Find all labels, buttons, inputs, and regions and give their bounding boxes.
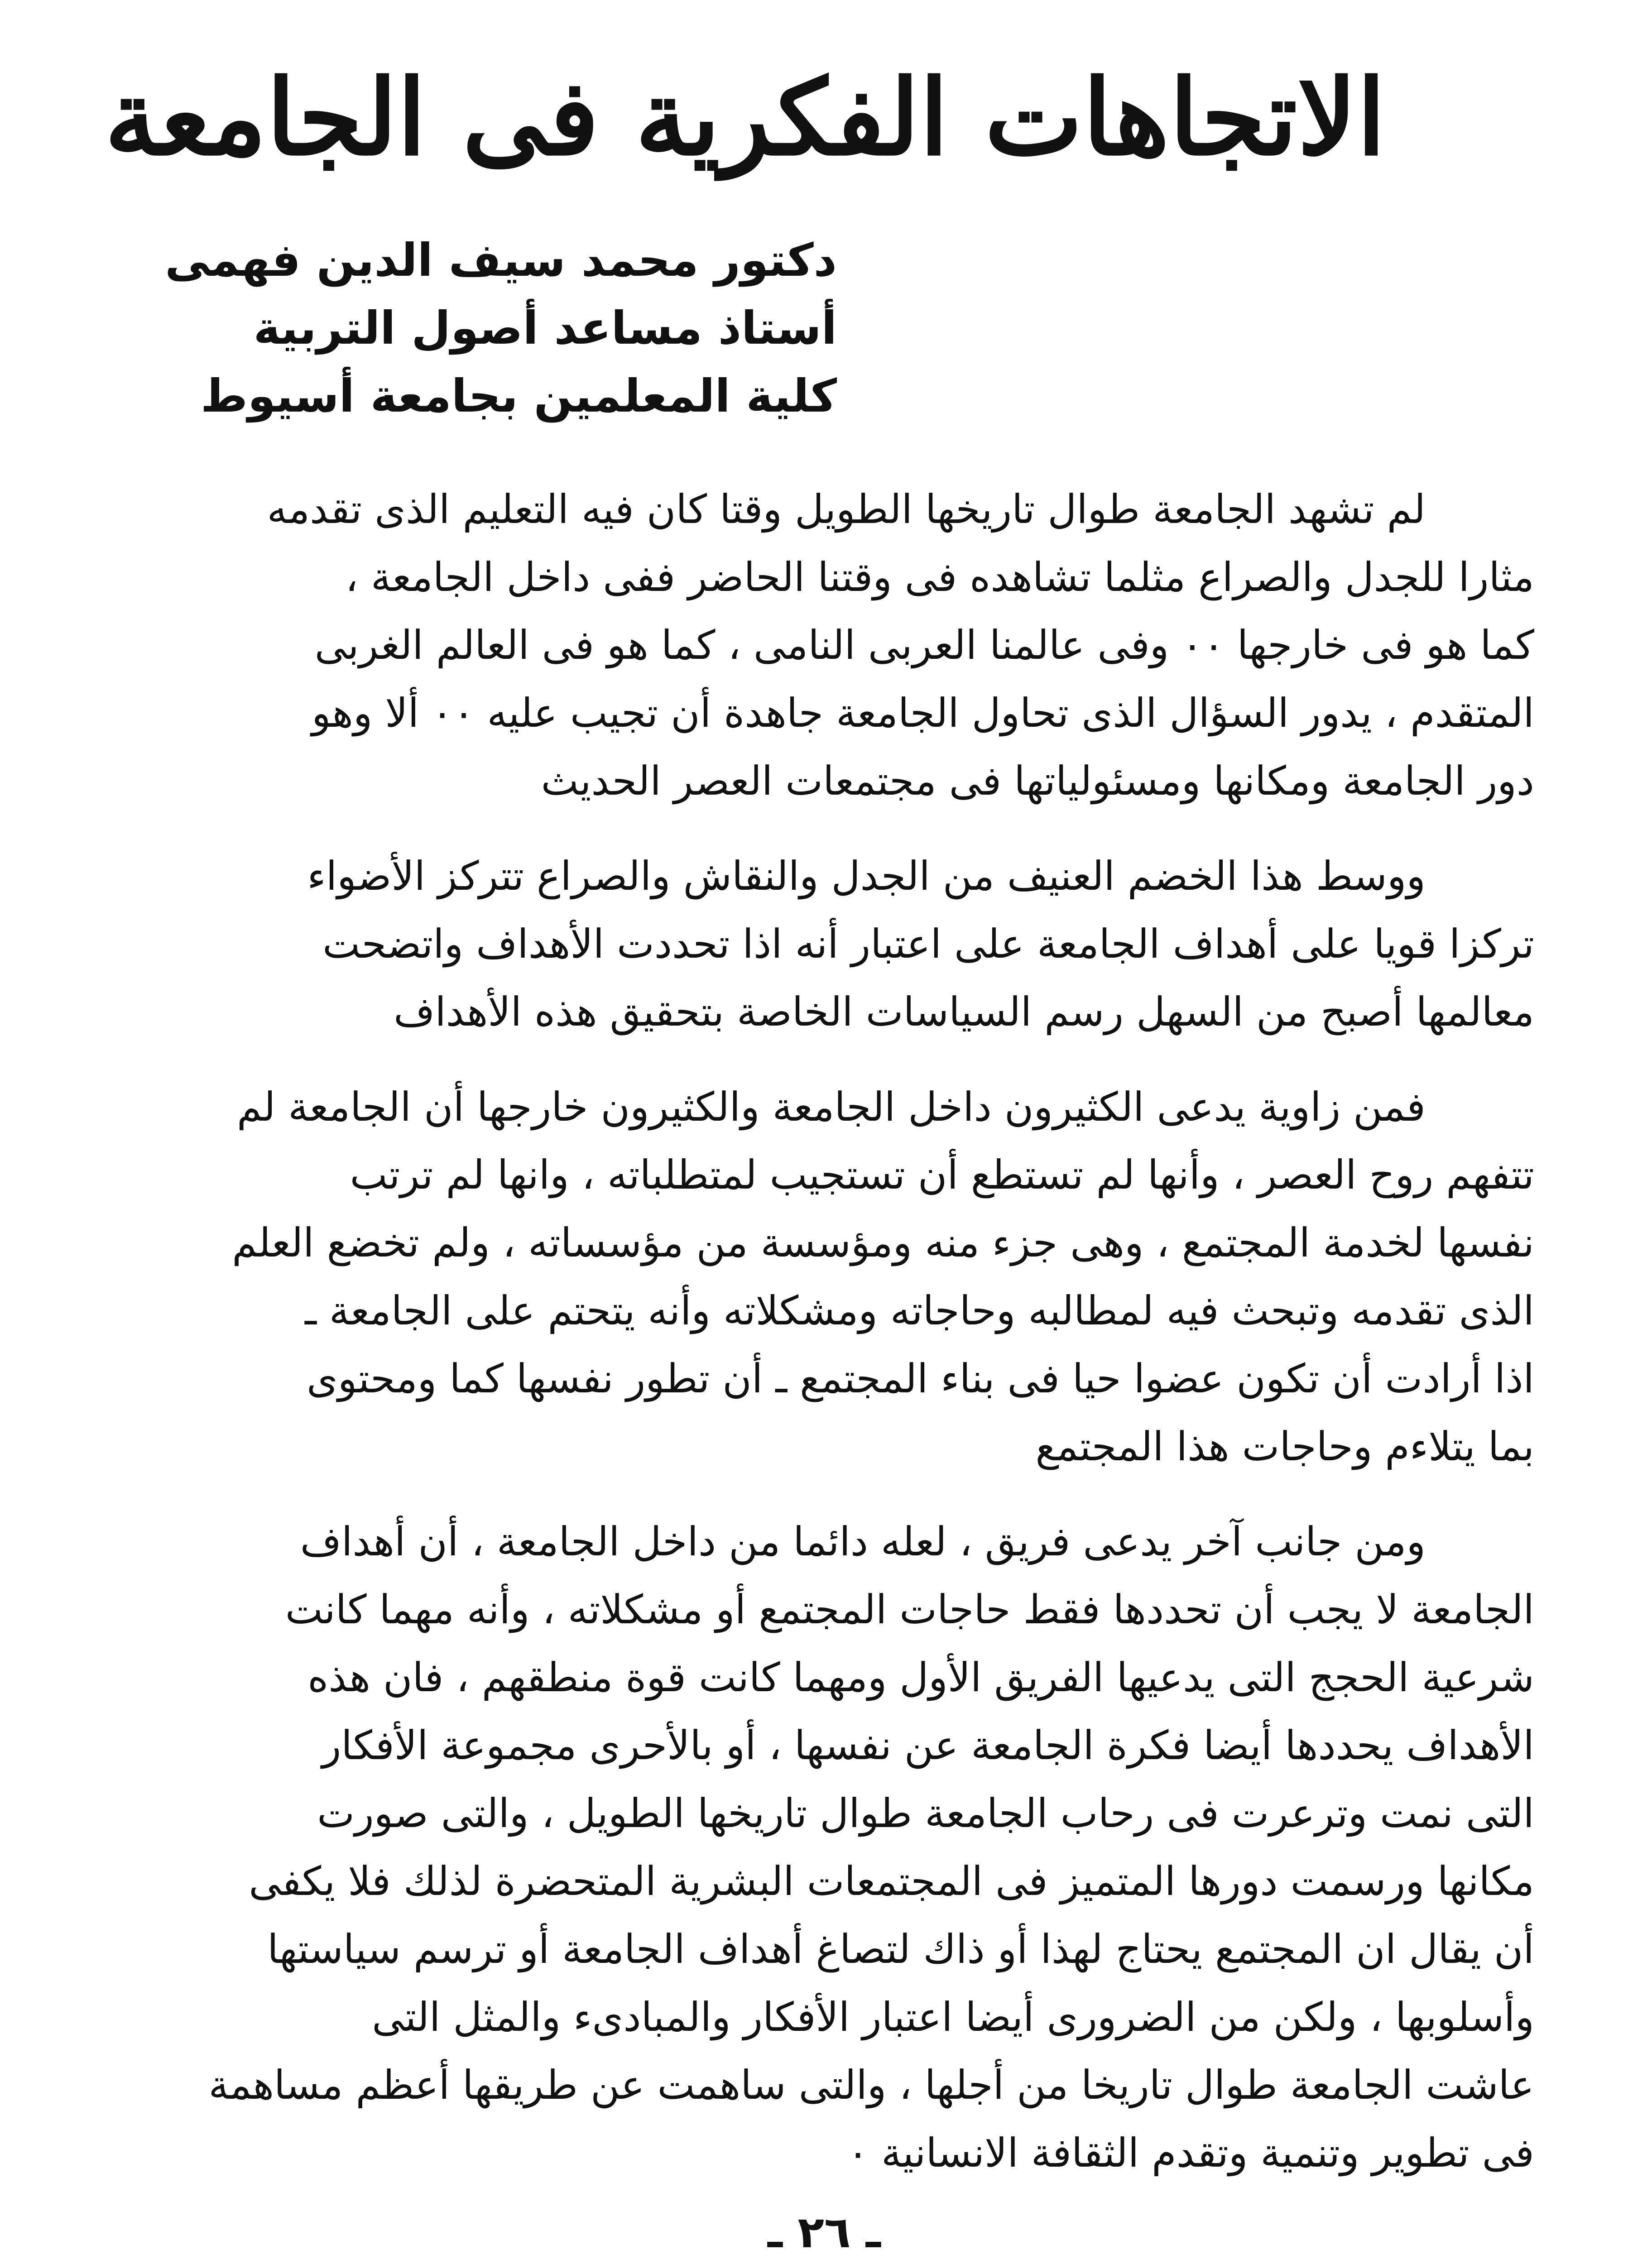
text-line: أن يقال ان المجتمع يحتاج لهذا أو ذاك لتصاغ أهداف الجامعة أو ترسم سياستها — [267, 1926, 1534, 1972]
text-line: الذى تقدمه وتبحث فيه لمطالبه وحاجاته ومشكلاته وأنه يتحتم على الجامعة ـ — [305, 1287, 1534, 1334]
text-line: اذا أرادت أن تكون عضوا حيا فى بناء المجتمع ـ أن تطور نفسها كما ومحتوى — [306, 1355, 1534, 1402]
text-line: كما هو فى خارجها ٠٠ وفى عالمنا العربى النامى ، كما هو فى العالم الغربى — [314, 622, 1534, 668]
text-line: تركزا قويا على أهداف الجامعة على اعتبار أنه اذا تحددت الأهداف واتضحت — [322, 921, 1534, 967]
text-line: ومن جانب آخر يدعى فريق ، لعله دائما من داخل الجامعة ، أن أهداف — [300, 1518, 1426, 1565]
text-line: شرعية الحجج التى يدعيها الفريق الأول ومهما كانت قوة منطقهم ، فان هذه — [307, 1654, 1534, 1701]
paragraph — [118, 842, 1534, 1046]
text-line: معالمها أصبح من السهل رسم السياسات الخاصة بتحقيق هذه الأهداف — [394, 988, 1534, 1035]
paragraph — [118, 475, 1534, 815]
text-line: مثارا للجدل والصراع مثلما تشاهده فى وقتنا الحاضر ففى داخل الجامعة ، — [345, 554, 1534, 600]
author-block — [165, 226, 837, 430]
text-line: بما يتلاءم وحاجات هذا المجتمع — [1035, 1423, 1534, 1470]
author-name: دكتور محمد سيف الدين فهمى — [165, 234, 837, 287]
paragraph — [118, 1073, 1534, 1481]
text-line: الأهداف يحددها أيضا فكرة الجامعة عن نفسها ، أو بالأحرى مجموعة الأفكار — [322, 1722, 1534, 1769]
text-line: مكانها ورسمت دورها المتميز فى المجتمعات البشرية المتحضرة لذلك فلا يكفى — [249, 1858, 1534, 1904]
text-line: وأسلوبها ، ولكن من الضرورى أيضا اعتبار الأفكار والمبادىء والمثل التى — [372, 1994, 1534, 2040]
text-line: التى نمت وترعرت فى رحاب الجامعة طوال تاريخها الطويل ، والتى صورت — [317, 1790, 1534, 1837]
author-position: أستاذ مساعد أصول التربية — [253, 302, 837, 355]
text-line: لم تشهد الجامعة طوال تاريخها الطويل وقتا كان فيه التعليم الذى تقدمه — [267, 486, 1426, 532]
text-line: نفسها لخدمة المجتمع ، وهى جزء منه ومؤسسة من مؤسساته ، ولم تخضع العلم — [232, 1219, 1534, 1266]
text-line: عاشت الجامعة طوال تاريخا من أجلها ، والتى ساهمت عن طريقها أعظم مساهمة — [208, 2062, 1534, 2108]
paragraph — [118, 1508, 1534, 2187]
text-line: تتفهم روح العصر ، وأنها لم تستطع أن تستجيب لمتطلباته ، وانها لم ترتب — [350, 1151, 1534, 1198]
text-line: المتقدم ، يدور السؤال الذى تحاول الجامعة جاهدة أن تجيب عليه ٠٠ ألا وهو — [312, 690, 1534, 736]
article-body — [118, 475, 1534, 2214]
text-line: دور الجامعة ومكانها ومسئولياتها فى مجتمعات العصر الحديث — [541, 758, 1534, 804]
text-line: ووسط هذا الخضم العنيف من الجدل والنقاش والصراع تتركز الأضواء — [307, 853, 1426, 899]
text-line: فى تطوير وتنمية وتقدم الثقافة الانسانية ٠ — [847, 2130, 1534, 2176]
page-number: ـ ٢٦ ـ — [768, 2207, 881, 2258]
text-line: الجامعة لا يجب أن تحددها فقط حاجات المجتمع أو مشكلاته ، وأنه مهما كانت — [285, 1586, 1534, 1633]
author-affiliation: كلية المعلمين بجامعة أسيوط — [200, 369, 837, 422]
text-line: فمن زاوية يدعى الكثيرون داخل الجامعة والكثيرون خارجها أن الجامعة لم — [236, 1084, 1426, 1130]
article-title: الاتجاهات الفكرية فى الجامعة — [105, 57, 1386, 179]
